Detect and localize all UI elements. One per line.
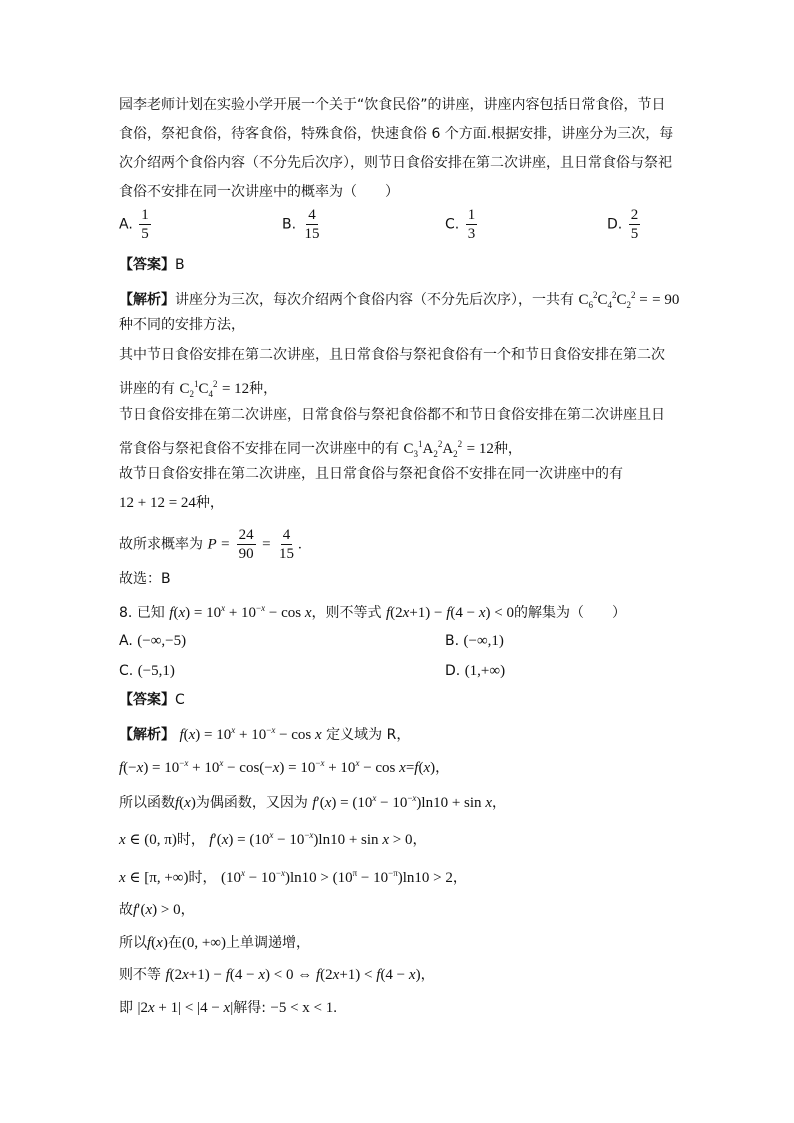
q8-analysis-line4: x ∈ (0, π)时， $f'(x) = (10^x - 10^{-x})\ln 10 + \sin x > 0$， <box>119 830 427 848</box>
q8-analysis-line1: 【解析】 $f(x) = 10^x + 10^{-x} - \cos x$ 定义域为 R， <box>119 725 411 743</box>
q7-analysis-line9: 故所求概率为 P = $\frac{24}{90}$ = $\frac{4}{15}$ . <box>119 527 302 562</box>
q7-option-a[interactable]: A. $\frac{1}{5}$ <box>119 207 149 242</box>
q7-analysis-line1: 【解析】讲座分为三次，每次介绍两个食俗内容（不分先后次序），一共有 $C_6^2C_4^2C_2^2$ = = 90 <box>119 290 680 310</box>
q8-analysis-line9: 即 |2x + 1| < |4 − x|解得: −5 < x < 1. <box>119 1000 338 1016</box>
q7-stem-line1: 园李老师计划在实验小学开展一个关于“饮食民俗”的讲座，讲座内容包括日常食俗，节日 <box>119 97 666 113</box>
q8-analysis-line3: 所以函数f(x)为偶函数，又因为 $f'(x) = (10^x - 10^{-x})\ln 10 + \sin x$， <box>119 793 506 811</box>
q8-analysis-line6: 故f′(x) > 0， <box>119 902 195 918</box>
q7-analysis-line8: 12 + 12 = 24种， <box>119 495 224 511</box>
q7-analysis-line7: 故节日食俗安排在第二次讲座，且日常食俗与祭祀食俗不安排在同一次讲座中的有 <box>119 466 623 482</box>
q8-analysis-line2: $f(-x) = 10^{-x} + 10^x - \cos(-x) = 10^{-x} + 10^x - \cos x=f(x)$， <box>119 758 450 776</box>
q8-analysis-line5: x ∈ [π, +∞)时， $(10^x - 10^{-x})\ln 10 > (10^\pi - 10^{-\pi})\ln 10 > 2$， <box>119 868 467 886</box>
q7-analysis-line6: 常食俗与祭祀食俗不安排在同一次讲座中的有 $C_3^1A_2^2A_2^2 = 12$种， <box>119 439 522 459</box>
q8-stem: 8. 已知 $f(x) = 10^x + 10^{-x} - \cos x$，则不等式 f(2x+1) − f(4 − x) < 0的解集为（ ） <box>119 603 627 621</box>
q7-analysis-line5: 节日食俗安排在第二次讲座，日常食俗与祭祀食俗都不和节日食俗安排在第二次讲座且日 <box>119 407 665 423</box>
q7-option-d[interactable]: D. $\frac{2}{5}$ <box>607 207 639 242</box>
q8-option-b[interactable]: B. (−∞,1) <box>445 633 504 649</box>
q7-analysis-line10: 故选：B <box>119 571 171 587</box>
q8-analysis-line8: 则不等 f(2x+1) − f(4 − x) < 0 ⇔ f(2x+1) < f(4 − x)， <box>119 967 435 983</box>
q7-option-b[interactable]: B. $\frac{4}{15}$ <box>282 207 320 242</box>
q8-option-d[interactable]: D. (1,+∞) <box>445 663 506 679</box>
q7-analysis-line2: 种不同的安排方法， <box>119 317 245 333</box>
q7-analysis-line4: 讲座的有 $C_2^1C_4^2 = 12$种， <box>119 379 278 399</box>
q7-stem-line2: 食俗，祭祀食俗，待客食俗，特殊食俗，快速食俗 6 个方面.根据安排，讲座分为三次，每 <box>119 126 674 142</box>
q7-stem-line3: 次介绍两个食俗内容（不分先后次序），则节日食俗安排在第二次讲座，且日常食俗与祭祀 <box>119 155 672 171</box>
q7-option-c[interactable]: C. $\frac{1}{3}$ <box>445 207 476 242</box>
q7-analysis-line3: 其中节日食俗安排在第二次讲座，且日常食俗与祭祀食俗有一个和节日食俗安排在第二次 <box>119 347 665 363</box>
q8-analysis-line7: 所以f(x)在(0, +∞)上单调递增， <box>119 935 310 951</box>
q7-stem-line4: 食俗不安排在同一次讲座中的概率为（ ） <box>119 184 399 200</box>
q7-answer: 【答案】B <box>119 257 185 273</box>
q8-option-a[interactable]: A. (−∞,−5) <box>119 633 187 649</box>
q8-answer: 【答案】C <box>119 692 185 708</box>
q8-option-c[interactable]: C. (−5,1) <box>119 663 175 679</box>
